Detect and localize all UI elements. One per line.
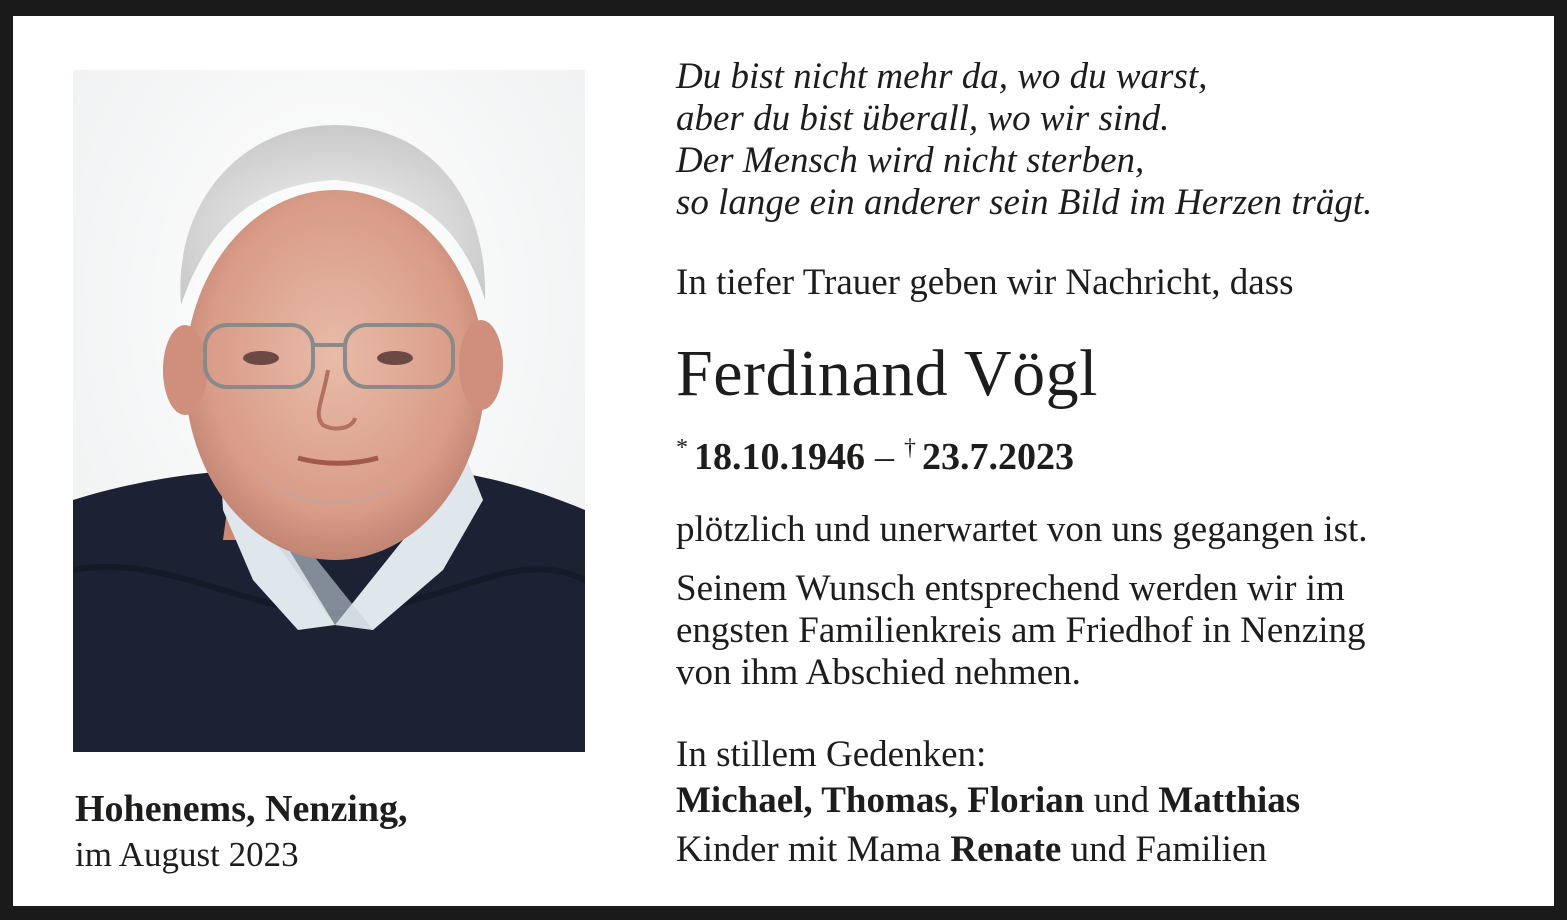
children-names: Michael, Thomas, Florian [676, 780, 1085, 821]
birth-date: 18.10.1946 [694, 436, 865, 478]
families-text: und Familien [1070, 829, 1267, 870]
date-separator: – [875, 436, 894, 478]
death-symbol: † [904, 435, 916, 461]
verse-line: Der Mensch wird nicht sterben, [676, 140, 1145, 181]
place-names: Hohenems, Nenzing, [75, 788, 408, 830]
death-date: 23.7.2023 [922, 436, 1074, 478]
verse-line: so lange ein anderer sein Bild im Herzen trägt. [676, 182, 1373, 223]
passing-text: plötzlich und unerwartet von uns gegangen ist. [676, 509, 1368, 550]
farewell-line: von ihm Abschied nehmen. [676, 652, 1081, 693]
life-dates [676, 426, 1074, 479]
place-date: im August 2023 [75, 835, 299, 874]
children-line [676, 780, 1300, 822]
memorial-verse [676, 56, 1372, 224]
last-child-name: Matthias [1158, 780, 1301, 821]
verse-line: Du bist nicht mehr da, wo du warst, [676, 56, 1208, 97]
mother-name: Renate [950, 829, 1062, 870]
verse-line: aber du bist überall, wo wir sind. [676, 98, 1170, 139]
kinder-text: Kinder mit Mama [676, 829, 942, 870]
farewell-line: Seinem Wunsch entsprechend werden wir im [676, 568, 1345, 609]
conjunction: und [1093, 780, 1150, 821]
announcement-intro: In tiefer Trauer geben wir Nachricht, dass [676, 262, 1294, 303]
birth-symbol: * [676, 435, 688, 461]
farewell-line: engsten Familienkreis am Friedhof in Nenzing [676, 610, 1366, 651]
portrait-photo [73, 70, 585, 752]
remembrance-heading: In stillem Gedenken: [676, 734, 987, 775]
deceased-name: Ferdinand Vögl [676, 337, 1098, 410]
family-line [676, 829, 1267, 871]
